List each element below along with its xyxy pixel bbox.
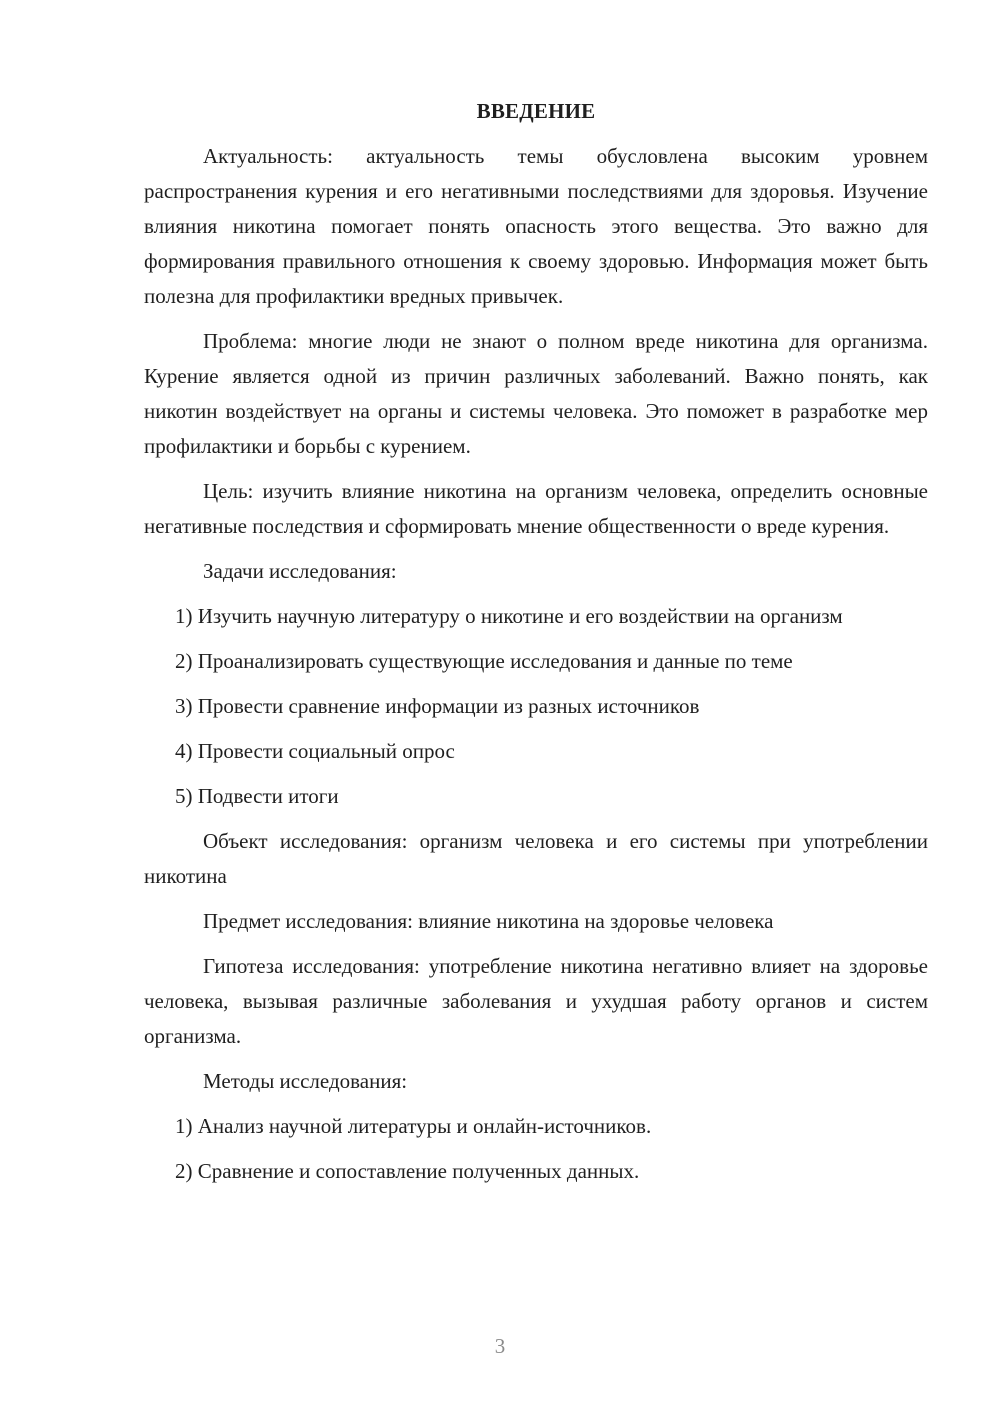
- goal-paragraph: Цель: изучить влияние никотина на организм человека, определить основные негативные последствия и сформировать мнение общественности о вреде курения.: [144, 479, 928, 538]
- task-item-5: 5) Подвести итоги: [175, 784, 339, 808]
- method-item-1: 1) Анализ научной литературы и онлайн-источников.: [175, 1114, 652, 1138]
- section-title: ВВЕДЕНИЕ: [476, 99, 596, 123]
- problem-paragraph: Проблема: многие люди не знают о полном вреде никотина для организма. Курение является одной из причин различных заболеваний. Важно понять, как никотин воздействует на органы и системы человека. Это поможет в разработке мер профилактики и борьбы с курением.: [144, 329, 928, 458]
- task-item-4: 4) Провести социальный опрос: [175, 739, 455, 763]
- subject-paragraph: Предмет исследования: влияние никотина на здоровье человека: [203, 909, 774, 933]
- task-item-3: 3) Провести сравнение информации из разных источников: [175, 694, 700, 718]
- page-number: 3: [494, 1334, 506, 1358]
- document-body: [144, 94, 928, 1199]
- relevance-paragraph: Актуальность: актуальность темы обусловлена высоким уровнем распространения курения и его негативными последствиями для здоровья. Изучение влияния никотина помогает понять опасность этого вещества. Это важно для формирования правильного отношения к своему здоровью. Информация может быть полезна для профилактики вредных привычек.: [144, 144, 928, 308]
- hypothesis-paragraph: Гипотеза исследования: употребление никотина негативно влияет на здоровье человека, вызывая различные заболевания и ухудшая работу органов и систем организма.: [144, 954, 928, 1048]
- tasks-heading: Задачи исследования:: [203, 559, 397, 583]
- method-item-2: 2) Сравнение и сопоставление полученных данных.: [175, 1159, 640, 1183]
- task-item-1: 1) Изучить научную литературу о никотине и его воздействии на организм: [175, 604, 843, 628]
- object-paragraph: Объект исследования: организм человека и его системы при употреблении никотина: [144, 829, 928, 888]
- methods-heading: Методы исследования:: [203, 1069, 408, 1093]
- task-item-2: 2) Проанализировать существующие исследования и данные по теме: [175, 649, 793, 673]
